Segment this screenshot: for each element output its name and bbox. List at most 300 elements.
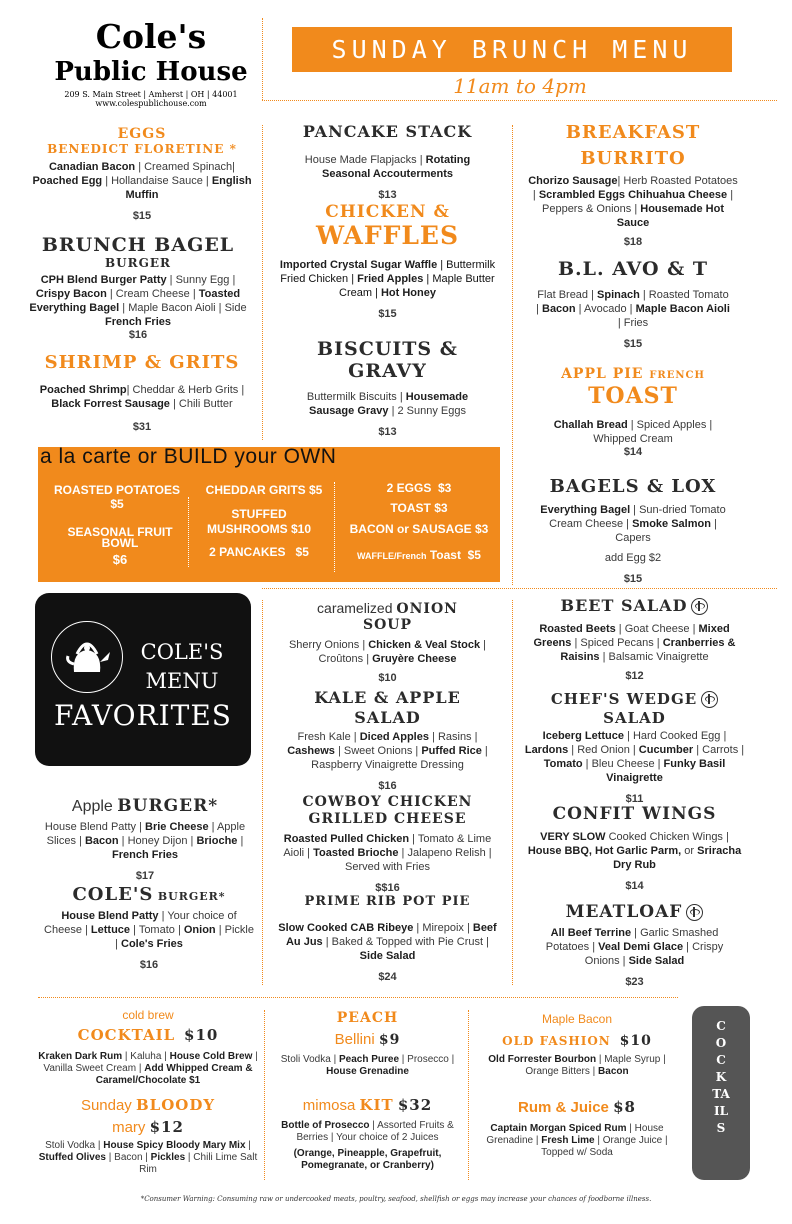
desc-text: | Jalapeno Relish | Served with Fries — [345, 847, 492, 873]
desc-text: Cooked Chicken Wings | — [605, 831, 729, 843]
chicken-description — [270, 258, 505, 300]
desc-bold: House Blend Patty — [61, 910, 159, 922]
coles-burger-price: $16 — [139, 959, 159, 971]
apple-burger-title — [40, 796, 250, 816]
apple-burger-item — [40, 796, 250, 882]
desc-bold: House Spicy Bloody Mary Mix — [103, 1140, 246, 1151]
wedge-title-line1: CHEF'S WEDGE — [550, 690, 698, 708]
desc-bold: Funky Basil Vinaigrette — [606, 758, 726, 784]
divider — [262, 600, 263, 985]
desc-text: | Baked & Topped with Pie Crust | — [322, 936, 489, 948]
pancake-title: PANCAKE STACK — [302, 122, 473, 141]
bagel-price: $16 — [128, 329, 148, 341]
desc-bold: Bacon — [598, 1066, 629, 1077]
wheat-icon — [701, 691, 718, 708]
coles-burger-title — [44, 884, 254, 905]
apple-burger-description — [40, 820, 250, 862]
restaurant-name-line1: Cole's — [95, 17, 207, 56]
desc-text: | Bleu Cheese | — [582, 758, 664, 770]
onion-soup-item — [270, 600, 505, 684]
desc-text: | Pickle | — [115, 924, 254, 950]
oldf-title-row — [472, 1032, 682, 1050]
divider — [262, 100, 777, 101]
desc-text: | Maple Butter Cream | — [339, 273, 495, 299]
desc-bold: CPH Blend Burger Patty — [40, 274, 167, 286]
toast-title-a: APPL PIE — [561, 366, 644, 382]
favorites-line3: FAVORITES — [54, 699, 232, 732]
restaurant-name — [40, 18, 262, 108]
wings-price: $14 — [625, 880, 644, 892]
desc-bold: Chicken & Veal Stock — [368, 639, 481, 651]
bloody-description — [38, 1140, 258, 1176]
desc-bold: Brioche — [196, 835, 238, 847]
desc-text: | Goat Cheese | — [615, 623, 699, 635]
desc-bold: Stuffed Olives — [38, 1152, 106, 1163]
pancake-description — [270, 153, 505, 181]
favorites-line1: COLE'S — [140, 640, 224, 664]
desc-text: | Mirepoix | — [413, 922, 473, 934]
confit-wings-item — [522, 804, 747, 892]
bagels-lox-item — [522, 476, 744, 585]
desc-text: Sherry Onions | — [288, 639, 369, 651]
desc-bold: Diced Apples — [359, 731, 429, 743]
alacarte-item: ROASTED POTATOES $5 — [53, 483, 180, 511]
coles-burger-description — [44, 909, 254, 951]
desc-bold: Side Salad — [359, 950, 416, 962]
mimosa-kit-item — [270, 1096, 465, 1172]
cowboy-price: $$16 — [375, 882, 400, 894]
cold-brew-top: cold brew — [122, 1008, 174, 1022]
beet-salad-item — [522, 596, 747, 682]
french-toast-item — [522, 366, 744, 458]
wedge-price: $11 — [625, 793, 644, 805]
lox-title: BAGELS & LOX — [549, 476, 717, 497]
desc-text: | Capers — [615, 518, 717, 544]
desc-text: | Chili Lime Salt Rim — [139, 1152, 258, 1175]
bloody-line2-text: mary — [112, 1119, 150, 1136]
desc-bold: Onion — [183, 924, 216, 936]
divider — [262, 18, 263, 100]
blt-description — [522, 288, 744, 330]
desc-text: | Spiced Pecans | — [571, 637, 663, 649]
mimosa-juices: (Orange, Pineapple, Grapefruit, Pomegranate, or Cranberry) — [293, 1148, 442, 1171]
website: www.colespublichouse.com — [95, 99, 207, 108]
bloody-line2 — [38, 1118, 258, 1136]
desc-bold: Cucumber — [638, 744, 694, 756]
shrimp-price: $31 — [132, 421, 152, 433]
cold-brew-cocktail-item — [38, 1008, 258, 1087]
alacarte-item — [338, 548, 500, 562]
meatloaf-price: $23 — [625, 976, 644, 988]
cowboy-description — [270, 832, 505, 874]
mimosa-description — [270, 1120, 465, 1144]
desc-bold: Poached Egg — [32, 175, 103, 187]
rum-juice-item — [472, 1098, 682, 1159]
eggs-benedict-item — [32, 126, 252, 222]
desc-bold: Captain Morgan Spiced Rum — [490, 1123, 627, 1134]
desc-bold: Black Forrest Sausage — [51, 398, 170, 410]
cocktails-tab — [692, 1006, 750, 1180]
breakfast-burrito-item — [522, 120, 744, 248]
shrimp-title: SHRIMP & GRITS — [44, 352, 240, 373]
desc-bold: Pickles — [150, 1152, 186, 1163]
desc-text: | Red Onion | — [568, 744, 639, 756]
lox-addon: add Egg $2 — [604, 552, 662, 564]
desc-text: | 2 Sunny Eggs — [388, 405, 466, 417]
cold-brew-title: COCKTAIL — [77, 1026, 176, 1044]
coles-burger-main: COLE'S — [72, 884, 154, 905]
cowboy-chicken-item — [270, 794, 505, 894]
desc-bold: Roasted Pulled Chicken — [283, 833, 410, 845]
burrito-price: $18 — [623, 236, 643, 248]
kale-apple-item — [270, 688, 505, 792]
alacarte-item: CHEDDAR GRITS $5 — [205, 483, 323, 497]
desc-bold: French Fries — [104, 316, 172, 328]
desc-bold: English Muffin — [125, 175, 252, 201]
desc-text: | Apple Slices | — [46, 821, 246, 847]
desc-text: | Rasins | — [428, 731, 478, 743]
chicken-title-line1: CHICKEN & — [325, 202, 450, 222]
rum-price: $8 — [613, 1098, 636, 1116]
blt-item — [522, 258, 744, 350]
desc-bold: Maple Bacon Aioli — [635, 303, 730, 315]
cowboy-title-line2: GRILLED CHEESE — [308, 811, 467, 827]
desc-bold: Kraken Dark Rum — [38, 1051, 123, 1062]
desc-text: | House Grenadine | — [486, 1123, 664, 1146]
bloody-price: $12 — [149, 1118, 184, 1136]
desc-text: | Creamed Spinach| — [135, 161, 236, 173]
divider — [264, 1010, 265, 1180]
beet-price: $12 — [625, 670, 644, 682]
desc-text: Fresh Kale | — [297, 731, 360, 743]
desc-bold: House BBQ, Hot Garlic Parm, — [527, 845, 682, 857]
wedge-title-row — [522, 690, 747, 709]
desc-bold: Roasted Beets — [539, 623, 616, 635]
desc-text: | — [245, 1140, 251, 1151]
desc-bold: Add Whipped Cream & Caramel/Chocolate $1 — [95, 1063, 253, 1086]
desc-bold: Spinach — [597, 289, 640, 301]
chefs-wedge-item — [522, 690, 747, 805]
desc-bold: Fresh Lime — [541, 1135, 595, 1146]
desc-bold: Everything Bagel — [540, 504, 631, 516]
alacarte-item-label: SEASONAL FRUIT BOWL — [67, 525, 173, 550]
kale-description — [270, 730, 505, 772]
divider — [38, 997, 678, 998]
restaurant-name-line2: Public House — [54, 57, 248, 87]
eggs-description — [32, 160, 252, 202]
toast-title-line2: TOAST — [588, 383, 678, 409]
alacarte-item — [52, 527, 188, 565]
desc-text: | Hollandaise Sauce | — [102, 175, 212, 187]
beet-title-row — [522, 596, 747, 616]
favorites-line2: MENU — [145, 669, 219, 693]
desc-text: | Chili Butter — [169, 398, 233, 410]
shrimp-grits-item — [28, 352, 256, 433]
wedge-title-line2: SALAD — [603, 709, 666, 727]
divider — [468, 1010, 469, 1180]
desc-bold: Beef Au Jus — [285, 922, 497, 948]
soup-title-line1 — [270, 600, 505, 617]
desc-bold: Hot Honey — [380, 287, 436, 299]
biscuits-description — [270, 390, 505, 418]
peach-bellini-item — [270, 1010, 465, 1078]
desc-text: | Vanilla Sweet Cream | — [43, 1051, 258, 1074]
old-fashion-item — [472, 1012, 682, 1078]
desc-bold: House Grenadine — [326, 1066, 409, 1077]
divider — [262, 588, 777, 589]
bloody-mary-item — [38, 1096, 258, 1176]
alacarte-divider — [334, 482, 335, 572]
desc-bold: Chihuahua Cheese — [628, 189, 728, 201]
bloody-title: BLOODY — [135, 1096, 216, 1114]
desc-text: | Croûtons | — [318, 639, 487, 665]
desc-bold: Chorizo Sausage — [528, 175, 618, 187]
desc-bold: French Fries — [111, 849, 179, 861]
oldf-title: OLD FASHION — [502, 1034, 611, 1048]
desc-bold: Slow Cooked CAB Ribeye — [278, 922, 414, 934]
cold-brew-title-row — [38, 1026, 258, 1045]
desc-bold: Gruyère Cheese — [372, 653, 457, 665]
pancake-item — [270, 122, 505, 201]
desc-text: | Peppers & Onions | — [542, 189, 734, 215]
desc-text: | Sunny Egg | — [166, 274, 236, 286]
desc-bold: Lardons — [524, 744, 569, 756]
desc-text: | Raspberry Vinaigrette Dressing — [311, 745, 488, 771]
rum-description — [472, 1123, 682, 1159]
bagel-title: BRUNCH BAGEL — [41, 234, 235, 256]
prime-price: $24 — [378, 971, 397, 983]
wheat-icon — [691, 598, 708, 615]
oldf-top: Maple Bacon — [541, 1012, 613, 1026]
bagel-description — [18, 273, 258, 329]
desc-bold: Lettuce — [90, 924, 131, 936]
rum-title: Rum & Juice — [518, 1099, 614, 1116]
mimosa-title: KIT — [359, 1096, 394, 1114]
kettle-icon-svg — [52, 622, 122, 692]
desc-text: House Made Flapjacks | — [304, 154, 426, 166]
alacarte-item: BACON or SAUSAGE $3 — [349, 522, 489, 536]
desc-text: Buttermilk Biscuits | — [306, 391, 406, 403]
alacarte-item: STUFFED MUSHROOMS $10 — [206, 507, 312, 536]
desc-bold: Canadian Bacon — [48, 161, 136, 173]
alacarte-item: 2 EGGS $3 — [386, 481, 452, 495]
cold-brew-description — [38, 1051, 258, 1087]
desc-text: Stoli Vodka | — [45, 1140, 104, 1151]
eggs-subtitle: BENEDICT FLORETINE * — [47, 142, 237, 156]
cowboy-title-line1: COWBOY CHICKEN — [302, 794, 473, 810]
burrito-title-line2: BURRITO — [580, 148, 686, 169]
desc-bold: Cole's Fries — [121, 938, 183, 950]
desc-text: | Sweet Onions | — [334, 745, 422, 757]
desc-bold: Imported Crystal Sugar Waffle — [279, 259, 438, 271]
desc-bold: Brie Cheese — [145, 821, 209, 833]
bloody-title-row — [38, 1096, 258, 1114]
desc-text: | Hard Cooked Egg | — [623, 730, 727, 742]
soup-description — [270, 638, 505, 666]
pancake-price: $13 — [378, 189, 397, 201]
prime-rib-item — [270, 894, 505, 983]
desc-text: | Crispy Onions | — [584, 941, 724, 967]
toast-title-b: FRENCH — [649, 370, 705, 381]
desc-bold: Bacon — [84, 835, 119, 847]
desc-text: | Bacon | — [106, 1152, 151, 1163]
oldf-description — [472, 1054, 682, 1078]
desc-bold: Peach Puree — [338, 1054, 400, 1065]
desc-bold: Rotating Seasonal Accouterments — [321, 154, 471, 180]
kale-price: $16 — [378, 780, 397, 792]
biscuits-gravy-item — [270, 338, 505, 438]
desc-bold: VERY SLOW — [540, 831, 606, 843]
divider — [512, 600, 513, 985]
biscuits-price: $13 — [378, 426, 397, 438]
desc-text: | Cream Cheese | — [106, 288, 199, 300]
hours: 11am to 4pm — [453, 74, 587, 98]
desc-text: | Your choice of Cheese | — [44, 910, 237, 936]
desc-bold: Toasted Brioche — [313, 847, 399, 859]
menu-title: SUNDAY BRUNCH MENU — [331, 35, 693, 64]
alacarte-box — [38, 447, 500, 582]
meatloaf-title-row — [522, 902, 747, 922]
desc-text: Stoli Vodka | — [280, 1054, 339, 1065]
desc-bold: Tomato — [543, 758, 583, 770]
kale-title-line1: KALE & APPLE — [314, 688, 461, 707]
desc-bold: Side Salad — [628, 955, 685, 967]
eggs-title: EGGS — [117, 126, 167, 142]
wheat-icon — [686, 904, 703, 921]
desc-bold: Bottle of Prosecco — [281, 1120, 370, 1131]
desc-text: | Honey Dijon | — [118, 835, 197, 847]
desc-text: | Buttermilk Fried Chicken | — [280, 259, 496, 285]
peach-price: $9 — [378, 1032, 401, 1048]
menu-title-banner — [292, 27, 732, 72]
desc-text: or — [681, 845, 698, 857]
alacarte-item: TOAST $3 — [390, 501, 448, 515]
desc-text: | Garlic Smashed Potatoes | — [545, 927, 719, 953]
apple-burger-pre: Apple — [71, 798, 118, 815]
blt-price: $15 — [623, 338, 643, 350]
favorites-box — [35, 593, 251, 766]
desc-text: House Blend Patty | — [44, 821, 145, 833]
prime-title: PRIME RIB POT PIE — [304, 894, 471, 909]
mimosa-pre: mimosa — [302, 1097, 360, 1114]
toast-title-line1 — [522, 366, 744, 382]
coles-burger-item — [44, 884, 254, 971]
consumer-warning: *Consumer Warning: Consuming raw or undercooked meats, poultry, seafood, shellfish or eggs may increase your chances of foodborne illness. — [140, 1195, 652, 1203]
desc-bold: Cranberries & Raisins — [560, 637, 736, 663]
desc-bold: Old Forrester Bourbon — [488, 1054, 597, 1065]
desc-bold: Poached Shrimp — [39, 384, 127, 396]
desc-bold: Cashews — [287, 745, 335, 757]
alacarte-item-label: WAFFLE/French — [357, 551, 427, 561]
desc-text: | Sun-dried Tomato Cream Cheese | — [549, 504, 726, 530]
desc-bold: Housemade Sausage Gravy — [309, 391, 469, 417]
desc-bold: All Beef Terrine — [550, 927, 632, 939]
coles-burger-small: BURGER* — [157, 890, 226, 903]
desc-bold: Scrambled Eggs — [538, 189, 626, 201]
wedge-description — [522, 729, 747, 785]
peach-sub-row — [270, 1031, 465, 1048]
divider — [512, 125, 513, 585]
desc-text: | Roasted Tomato | — [536, 289, 729, 315]
desc-bold: Toasted Everything Bagel — [29, 288, 241, 314]
desc-text: | Orange Juice | Topped w/ Soda — [541, 1135, 668, 1158]
meatloaf-item — [522, 902, 747, 988]
divider — [262, 125, 263, 440]
soup-price: $10 — [378, 672, 397, 684]
shrimp-description — [28, 383, 256, 411]
alacarte-title: a la carte or BUILD your OWN — [40, 445, 337, 468]
soup-title-line2: SOUP — [362, 617, 413, 633]
brunch-bagel-item — [18, 234, 258, 341]
cold-brew-price: $10 — [184, 1026, 219, 1044]
cocktails-label: COCKTAILS — [712, 1019, 730, 1135]
alacarte-item-label: Toast $5 — [426, 548, 481, 562]
bagel-subtitle: BURGER — [105, 256, 171, 270]
chicken-title-line2: WAFFLES — [315, 221, 460, 250]
desc-text: | Maple Syrup | Orange Bitters | — [525, 1054, 666, 1077]
desc-bold: Housemade Hot Sauce — [616, 203, 724, 229]
desc-bold: Challah Bread — [553, 419, 628, 431]
desc-text: | Tomato & Lime Aioli | — [283, 833, 492, 859]
desc-text: | Tomato | — [130, 924, 184, 936]
chicken-waffles-item — [270, 202, 505, 320]
desc-bold: Mixed Greens — [533, 623, 730, 649]
desc-bold: Smoke Salmon — [632, 518, 711, 530]
kale-title-line2: SALAD — [354, 708, 421, 727]
peach-description — [270, 1054, 465, 1078]
apple-burger-price: $17 — [135, 870, 155, 882]
beet-description — [522, 622, 747, 664]
wings-title: CONFIT WINGS — [552, 804, 717, 824]
prime-description — [270, 921, 505, 963]
desc-bold: Crispy Bacon — [35, 288, 107, 300]
wings-description — [522, 830, 747, 872]
beet-title: BEET SALAD — [560, 596, 688, 615]
soup-pre: caramelized — [317, 600, 397, 616]
desc-bold: Fried Apples — [357, 273, 424, 285]
meatloaf-description — [522, 926, 747, 968]
soup-title-a: ONION — [396, 601, 458, 617]
toast-price: $14 — [623, 446, 643, 458]
desc-text: | Herb Roasted Potatoes | — [532, 175, 738, 201]
oldf-price: $10 — [619, 1033, 652, 1049]
lox-price: $15 — [623, 573, 643, 585]
peach-sub: Bellini — [334, 1031, 379, 1048]
desc-bold: Bacon — [542, 303, 576, 315]
alacarte-item-price: $6 — [112, 552, 128, 567]
desc-text: | Prosecco | — [399, 1054, 455, 1065]
bloody-pre: Sunday — [80, 1097, 136, 1114]
mimosa-title-row — [270, 1096, 465, 1114]
address: 209 S. Main Street | Amherst | OH | 44001 — [64, 90, 238, 99]
desc-text: | Cheddar & Herb Grits | — [126, 384, 245, 396]
meatloaf-title: MEATLOAF — [565, 902, 683, 922]
desc-text: | — [237, 835, 244, 847]
desc-text: | Avocado | — [575, 303, 636, 315]
desc-text: | Maple Bacon Aioli | Side — [119, 302, 247, 314]
desc-bold: House Cold Brew — [169, 1051, 253, 1062]
desc-text: Flat Bread | — [537, 289, 598, 301]
toast-description — [522, 418, 744, 446]
apple-burger-main: BURGER* — [117, 796, 219, 816]
desc-text: | Assorted Fruits & Berries | Your choice of 2 Juices — [296, 1120, 454, 1143]
desc-text: | Kaluha | — [122, 1051, 170, 1062]
desc-bold: Sriracha Dry Rub — [613, 845, 742, 871]
peach-title: PEACH — [336, 1010, 399, 1026]
desc-bold: Puffed Rice — [421, 745, 482, 757]
mimosa-price: $32 — [397, 1096, 433, 1114]
rum-title-row — [472, 1098, 682, 1117]
